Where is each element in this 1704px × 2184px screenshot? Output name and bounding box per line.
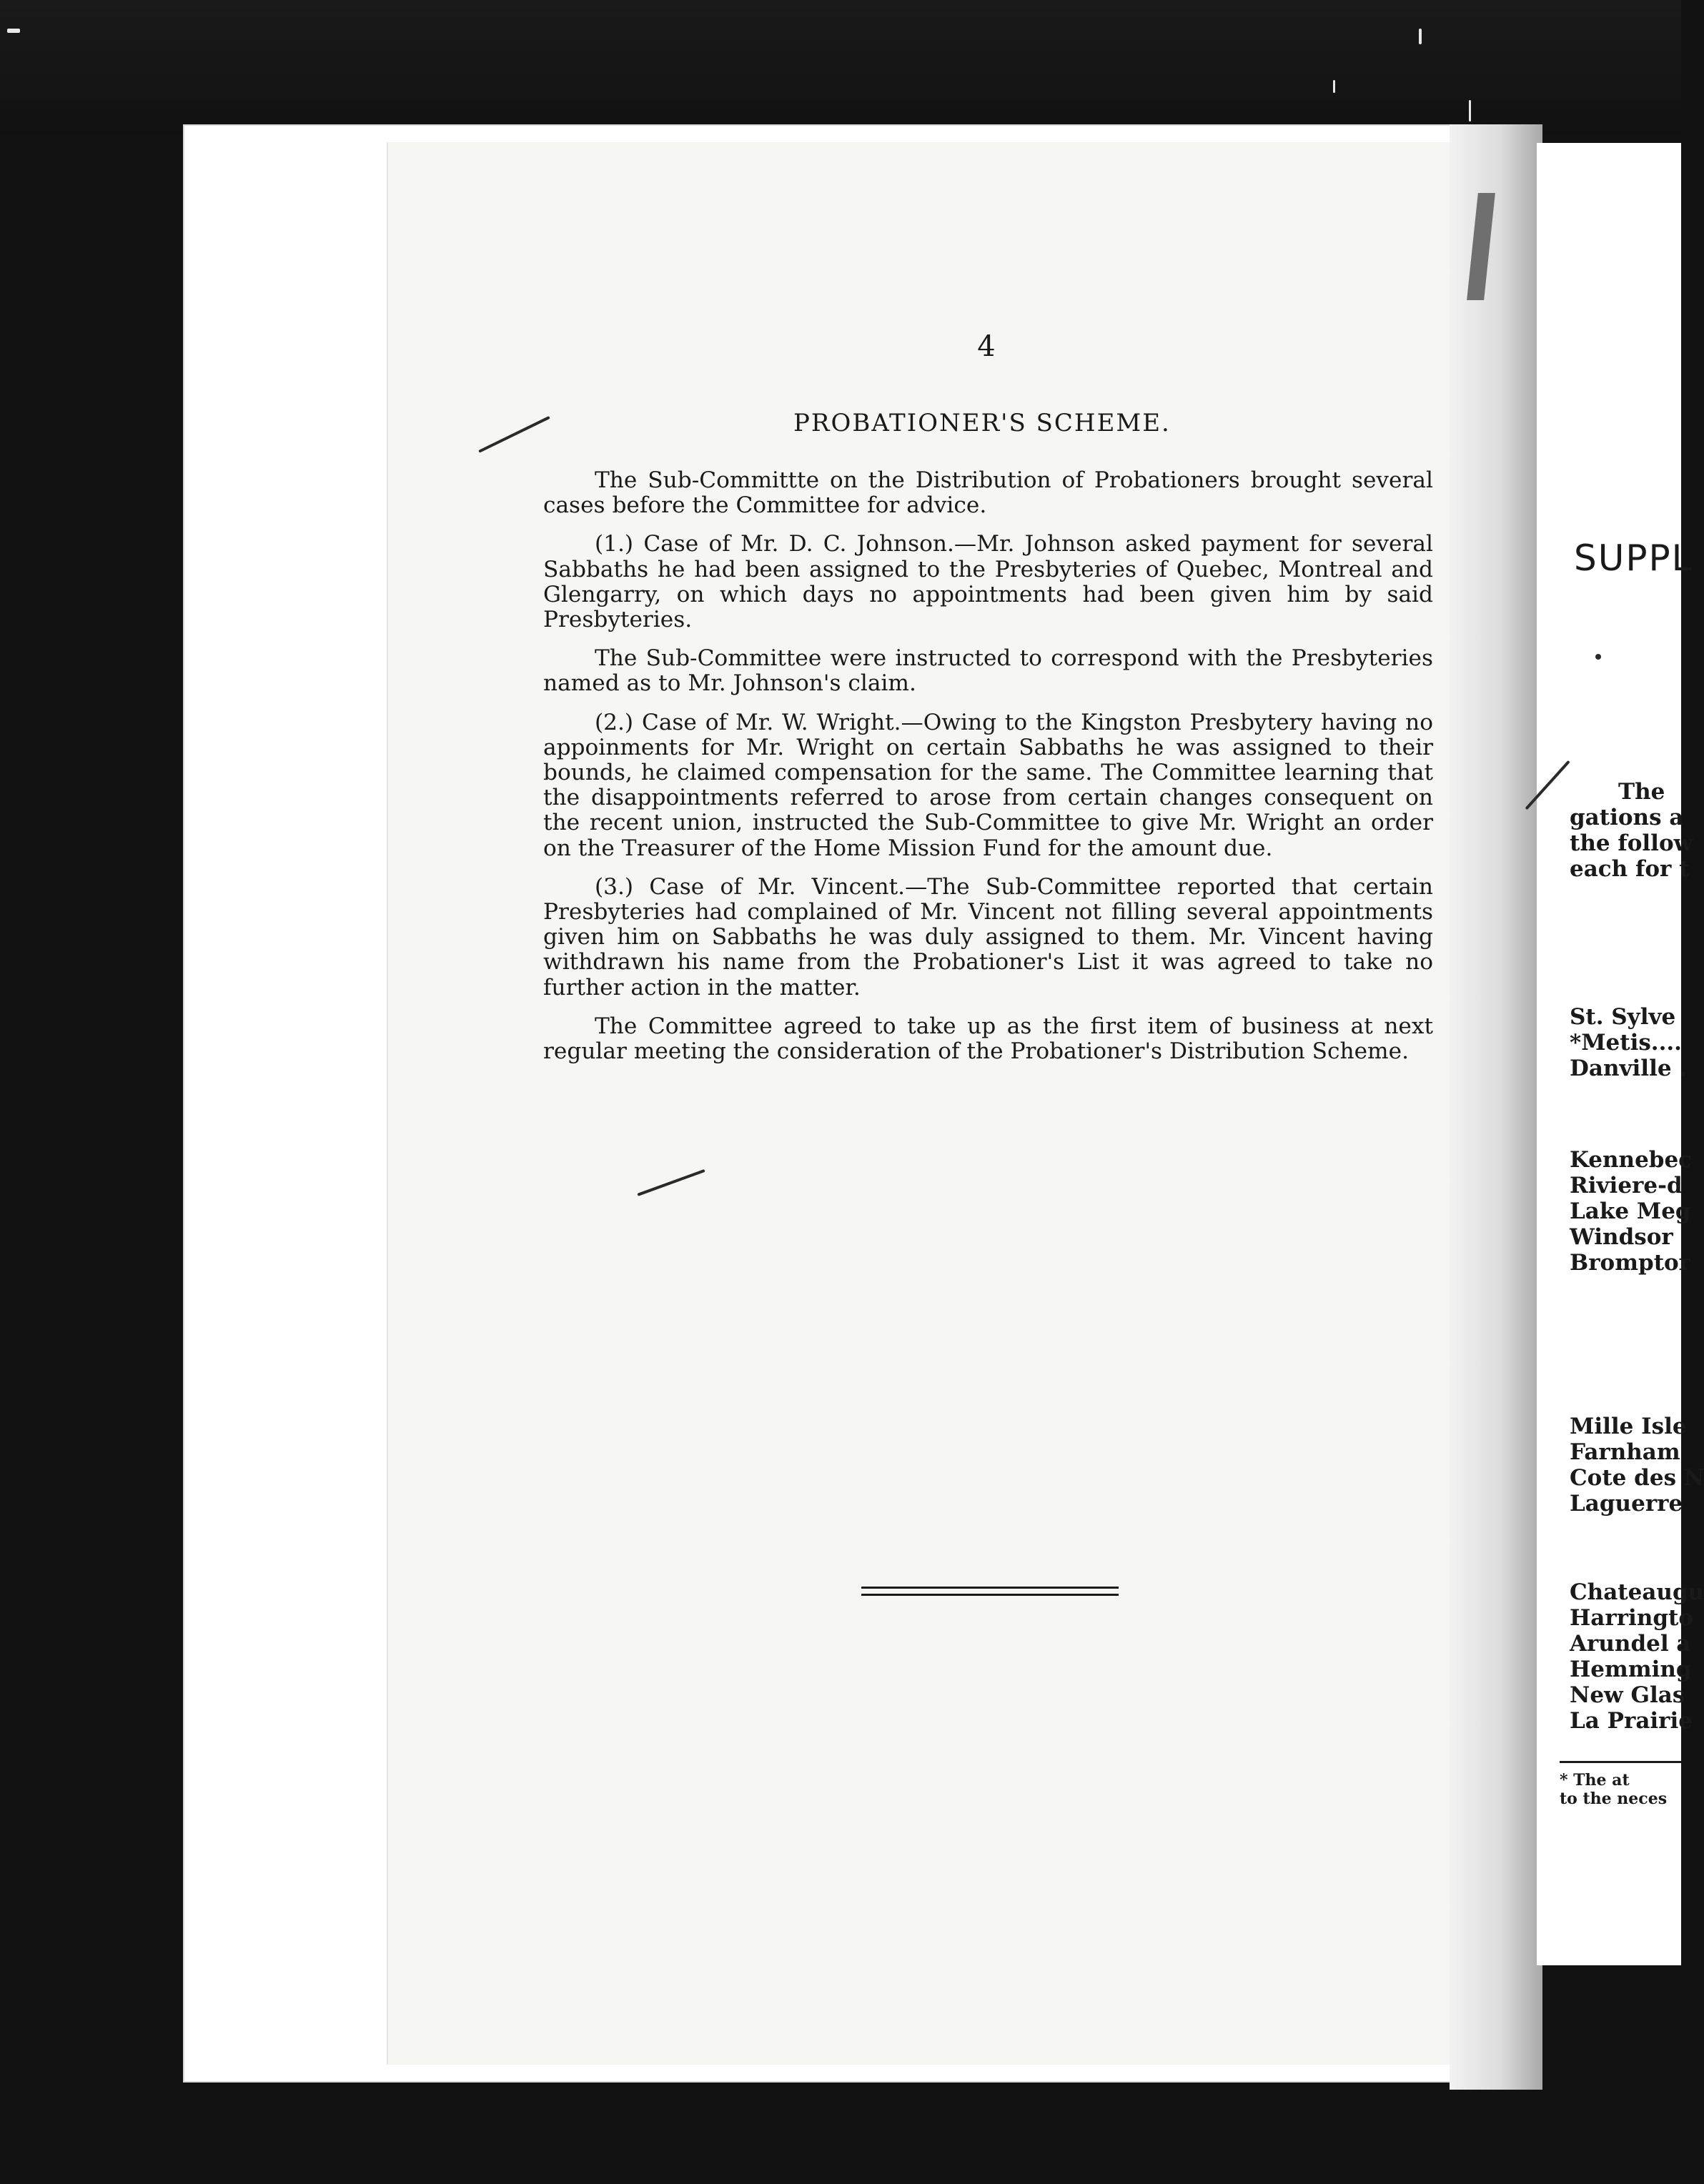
paragraph-intro: The Sub-Committte on the Distribution of Probationers brought several cases before the Committee for advice. — [543, 467, 1433, 519]
list-item: Cote des N — [1570, 1465, 1704, 1491]
film-border-top — [0, 0, 1681, 136]
right-list-group — [1570, 1004, 1687, 1081]
right-intro-line: the follow — [1570, 830, 1693, 856]
list-item: Mille Isle — [1570, 1414, 1687, 1439]
list-item: Chateaugu — [1570, 1579, 1704, 1605]
paragraph-case-johnson: (1.) Case of Mr. D. C. Johnson.—Mr. Johnson asked payment for several Sabbaths he had been assigned to the Presbyteries of Quebec, Montreal and Glengarry, on which days no appointments had been given him by said Presbyteries. — [543, 531, 1433, 633]
body-text — [543, 468, 1433, 1078]
list-item: Danville . — [1570, 1056, 1688, 1081]
list-item: Riviere-d — [1570, 1173, 1683, 1198]
list-item: St. Sylve — [1570, 1004, 1676, 1030]
paragraph-case-wright: (2.) Case of Mr. W. Wright.—Owing to the Kingston Presbytery having no appoinments for Mr. Wright on certain Sabbaths he was assigned to their bounds, he claimed compensation for the same. The Committee learning that the disappointments referred to arose from certain changes consequent on the recent union, instructed the Sub-Committee to give Mr. Wright an order on the Treasurer of the Home Mission Fund for the amount due. — [543, 709, 1433, 861]
paragraph-johnson-instruction: The Sub-Committee were instructed to correspond with the Presbyteries named as to Mr. Johnson's claim. — [543, 645, 1433, 697]
film-scratch — [1419, 29, 1422, 44]
list-item: Kennebec — [1570, 1147, 1693, 1173]
right-intro — [1570, 779, 1693, 882]
double-rule-bottom — [861, 1594, 1119, 1596]
list-item: Hemming — [1570, 1657, 1692, 1682]
ink-dot — [1595, 654, 1601, 660]
list-item: *Metis.... — [1570, 1030, 1682, 1056]
list-item: Laguerre — [1570, 1491, 1683, 1517]
list-item: Arundel a — [1570, 1631, 1691, 1657]
section-title: PROBATIONER'S SCHEME. — [793, 409, 1171, 437]
list-item: Windsor — [1570, 1224, 1673, 1250]
right-intro-line: gations a — [1570, 805, 1684, 830]
footnote-line: * The at — [1560, 1771, 1630, 1790]
film-scratch — [1333, 80, 1335, 93]
footnote-line: to the neces — [1560, 1790, 1668, 1808]
right-footnote — [1560, 1771, 1667, 1808]
page-number: 4 — [977, 330, 996, 363]
list-item: La Prairie — [1570, 1708, 1693, 1734]
double-rule-top — [861, 1587, 1119, 1589]
footnote-rule — [1560, 1761, 1681, 1763]
paragraph-next-meeting: The Committee agreed to take up as the first item of business at next regular meeting the consideration of the Probationer's Distribution Scheme. — [543, 1013, 1433, 1065]
list-item: Lake Meg — [1570, 1198, 1691, 1224]
right-list-group — [1570, 1147, 1692, 1276]
list-item: Bromptor — [1570, 1250, 1691, 1276]
film-scratch — [7, 29, 20, 33]
right-list-group — [1570, 1579, 1704, 1734]
right-list-group — [1570, 1414, 1704, 1517]
list-item: New Glas — [1570, 1682, 1685, 1708]
right-intro-line: each for t — [1570, 856, 1690, 882]
right-intro-line: The — [1618, 779, 1665, 805]
right-page-title: SUPPL — [1574, 537, 1693, 579]
list-item: Farnham — [1570, 1439, 1680, 1465]
list-item: Harringto — [1570, 1605, 1694, 1631]
paragraph-case-vincent: (3.) Case of Mr. Vincent.—The Sub-Committee reported that certain Presbyteries had complained of Mr. Vincent not filling several appointments given him on Sabbaths he was duly assigned to them. Mr. Vincent having withdrawn his name from the Probationer's List it was agreed to take no further action in the matter. — [543, 873, 1433, 1001]
film-scratch — [1469, 100, 1471, 121]
